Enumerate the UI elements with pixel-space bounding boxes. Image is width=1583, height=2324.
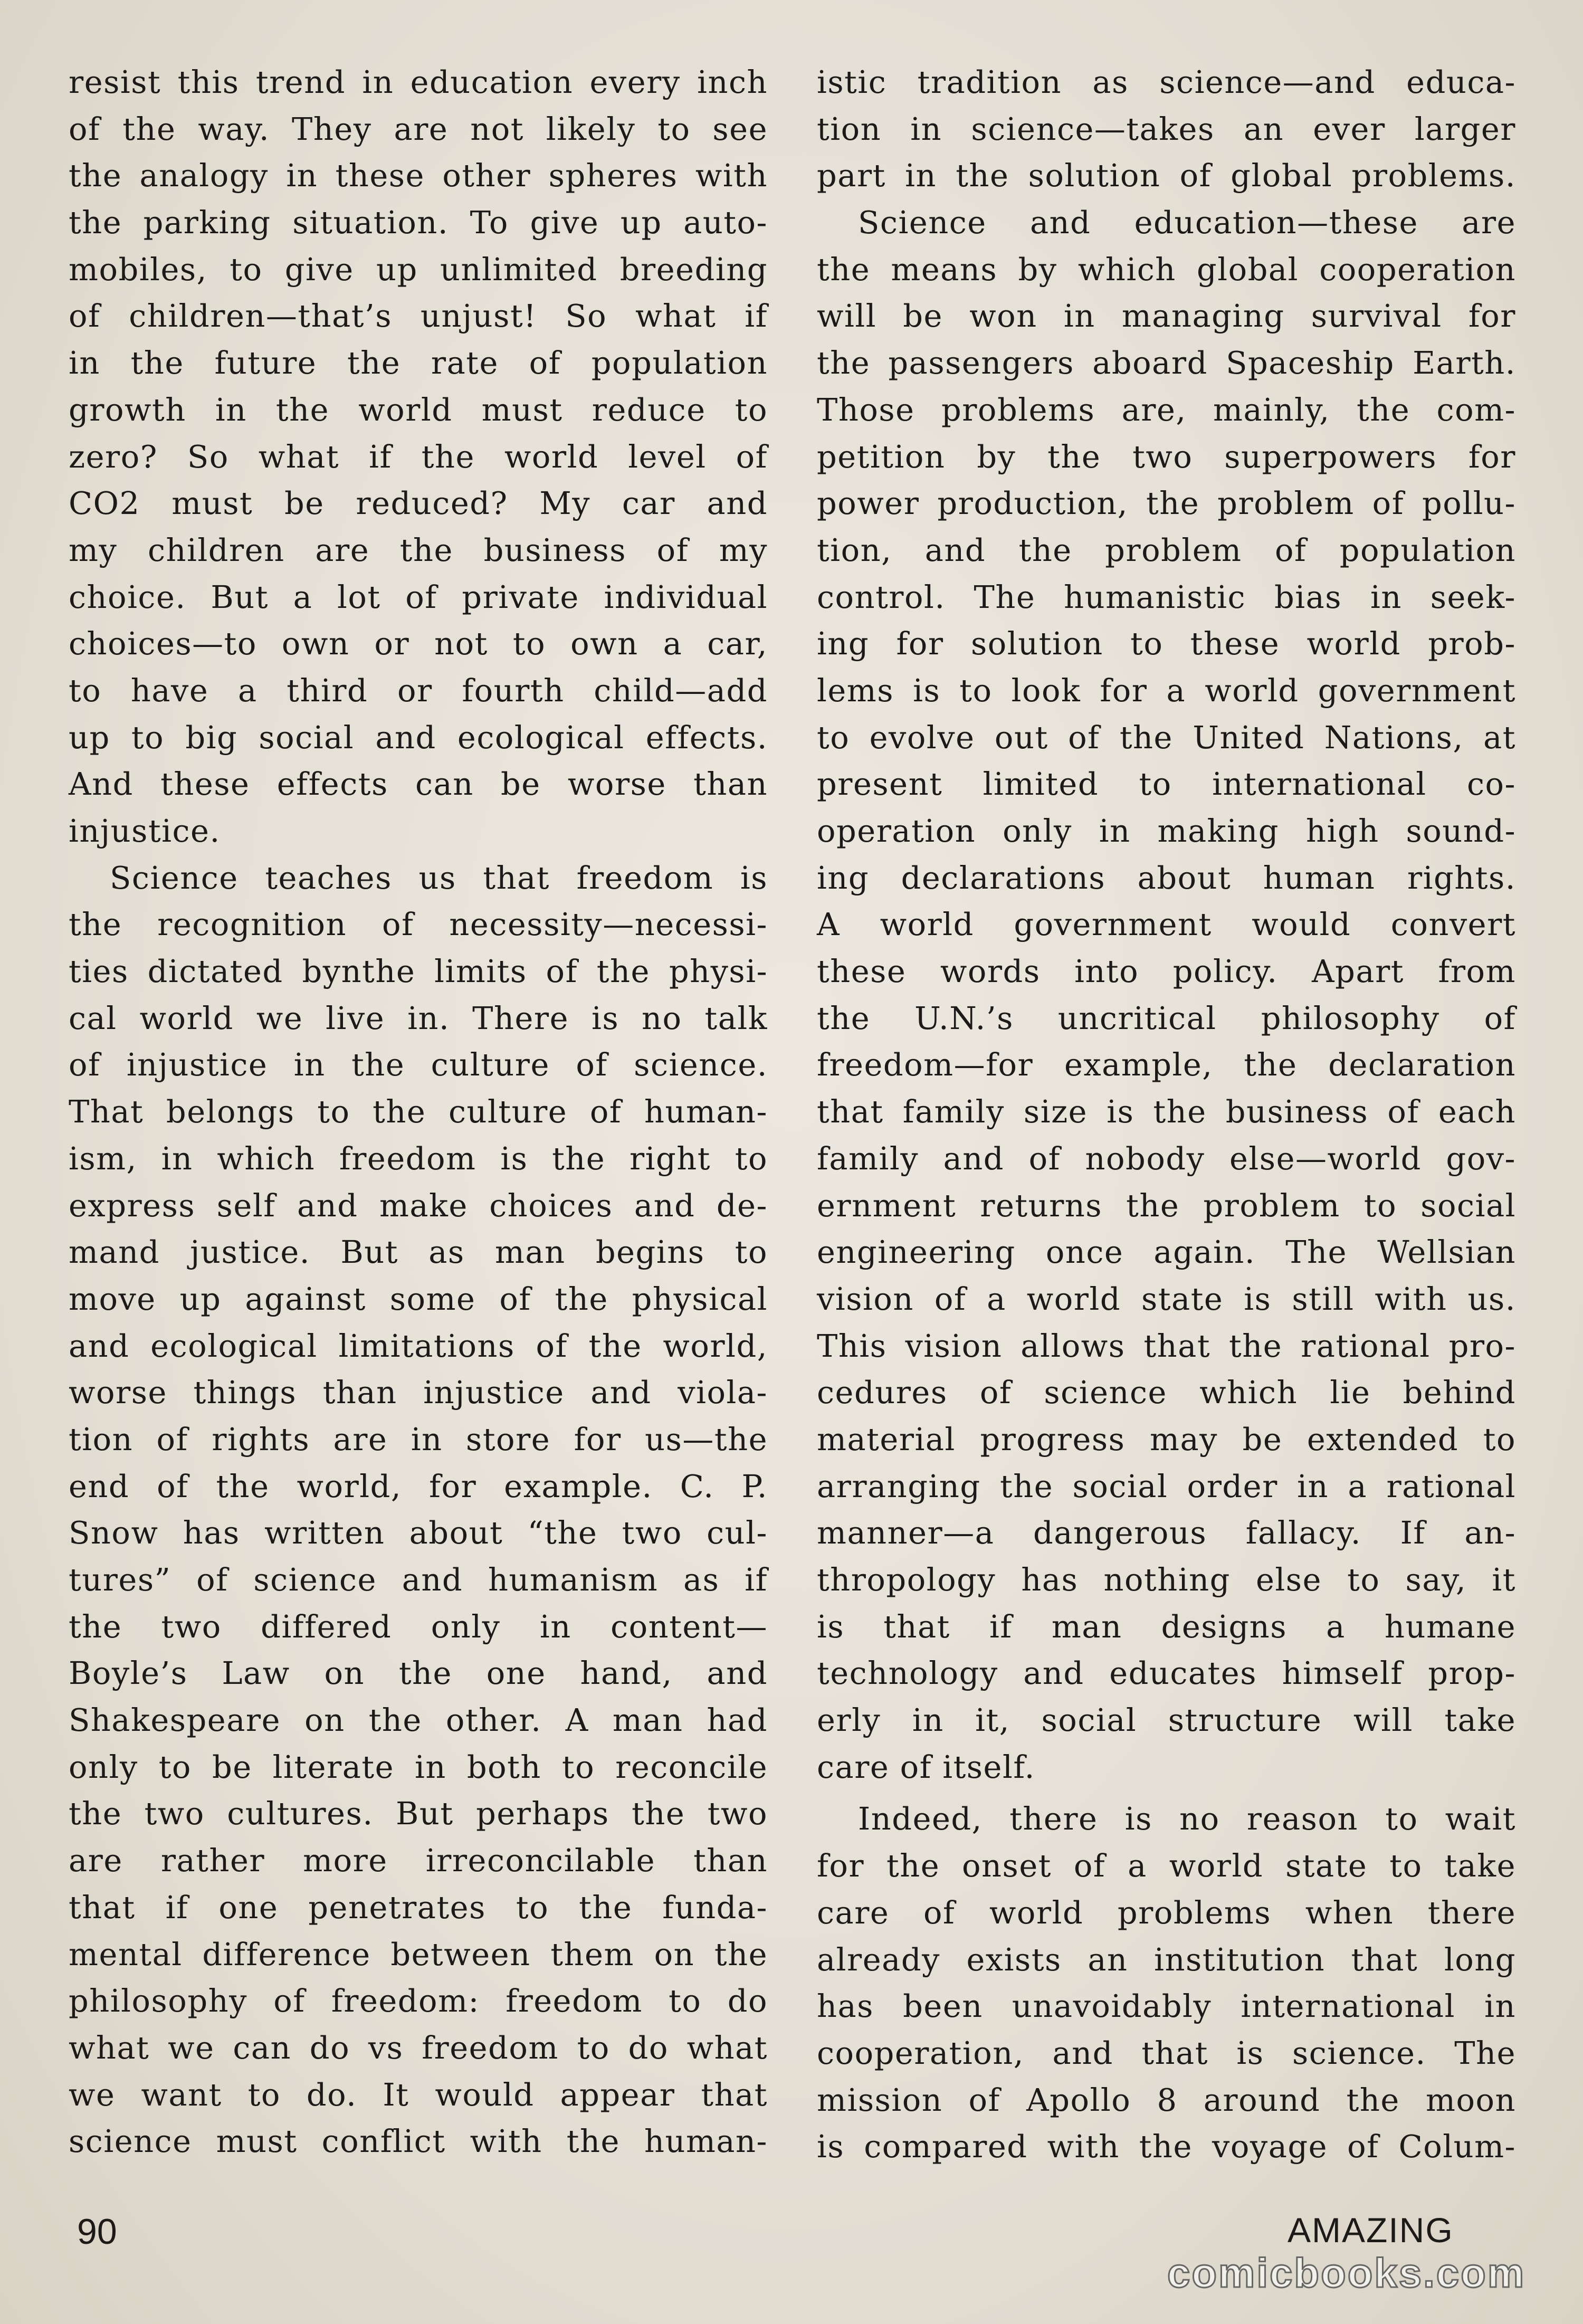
text-line: choice. But a lot of private individual (69, 578, 768, 615)
text-line: cooperation, and that is science. The (817, 2034, 1516, 2071)
text-line: is that if man designs a humane (817, 1608, 1516, 1645)
text-line: of children—that’s unjust! So what if (69, 298, 768, 335)
text-line: Science and education—these are (858, 204, 1516, 241)
text-line: of injustice in the culture of science. (69, 1046, 768, 1083)
text-line: zero? So what if the world level of (69, 438, 768, 475)
text-line: technology and educates himself prop- (817, 1655, 1516, 1692)
text-line: has been unavoidably international in (817, 1988, 1516, 2025)
text-line: will be won in managing survival for (817, 298, 1516, 335)
text-line: growth in the world must reduce to (69, 391, 768, 428)
text-line: lems is to look for a world government (817, 672, 1516, 709)
text-line: istic tradition as science—and educa- (817, 64, 1516, 100)
text-line: material progress may be extended to (817, 1421, 1516, 1458)
text-line: Shakespeare on the other. A man had (69, 1702, 768, 1739)
text-line: Those problems are, mainly, the com- (817, 391, 1516, 428)
text-line: erly in it, social structure will take (817, 1702, 1516, 1739)
text-line: mission of Apollo 8 around the moon (817, 2081, 1516, 2118)
text-line: power production, the problem of pollu- (817, 485, 1516, 522)
watermark: comicbooks.com (1167, 2250, 1526, 2296)
text-line: Indeed, there is no reason to wait (858, 1801, 1516, 1837)
text-line: what we can do vs freedom to do what (69, 2029, 768, 2066)
text-line: and ecological limitations of the world, (69, 1327, 768, 1364)
text-line: ernment returns the problem to social (817, 1187, 1516, 1224)
text-line: petition by the two superpowers for (817, 438, 1516, 475)
text-line: the two cultures. But perhaps the two (69, 1795, 768, 1832)
running-head: AMAZING (1288, 2211, 1454, 2250)
text-line: And these effects can be worse than (69, 766, 768, 803)
text-line: ism, in which freedom is the right to (69, 1140, 768, 1177)
text-line: tion, and the problem of population (817, 531, 1516, 568)
text-line: the passengers aboard Spaceship Earth. (817, 345, 1516, 382)
text-line: the parking situation. To give up auto- (69, 204, 768, 241)
text-line: choices—to own or not to own a car, (69, 625, 768, 662)
text-line: move up against some of the physical (69, 1280, 768, 1317)
text-line: mental difference between them on the (69, 1936, 768, 1973)
text-line: present limited to international co- (817, 766, 1516, 803)
text-line: part in the solution of global problems. (817, 157, 1516, 194)
text-line: ing declarations about human rights. (817, 859, 1516, 896)
text-line: my children are the business of my (69, 531, 768, 568)
text-line: That belongs to the culture of human- (69, 1093, 768, 1130)
text-line: end of the world, for example. C. P. (69, 1468, 768, 1504)
text-line: philosophy of freedom: freedom to do (69, 1983, 768, 2020)
text-line: tion in science—takes an ever larger (817, 110, 1516, 147)
text-line: mand justice. But as man begins to (69, 1234, 768, 1271)
text-line: cedures of science which lie behind (817, 1374, 1516, 1411)
text-line: tion of rights are in store for us—the (69, 1421, 768, 1458)
text-line: only to be literate in both to reconcile (69, 1748, 768, 1785)
text-line: that if one penetrates to the funda- (69, 1889, 768, 1926)
text-line: engineering once again. The Wellsian (817, 1234, 1516, 1271)
text-line: tures” of science and humanism as if (69, 1561, 768, 1598)
text-line: CO2 must be reduced? My car and (69, 485, 768, 522)
text-line: operation only in making high sound- (817, 813, 1516, 849)
text-line: to evolve out of the United Nations, at (817, 719, 1516, 756)
text-line: family and of nobody else—world gov- (817, 1140, 1516, 1177)
text-line: the U.N.’s uncritical philosophy of (817, 999, 1516, 1036)
text-line: to have a third or fourth child—add (69, 672, 768, 709)
text-line: for the onset of a world state to take (817, 1847, 1516, 1884)
text-line: already exists an institution that long (817, 1941, 1516, 1978)
text-column-right (817, 59, 1516, 2170)
text-line: of the way. They are not likely to see (69, 110, 768, 147)
text-line: in the future the rate of population (69, 345, 768, 382)
text-line: these words into policy. Apart from (817, 953, 1516, 990)
text-column-left (69, 59, 768, 2165)
text-line: up to big social and ecological effects. (69, 719, 768, 756)
text-line: control. The humanistic bias in seek- (817, 578, 1516, 615)
text-line: Science teaches us that freedom is (110, 859, 768, 896)
text-line: cal world we live in. There is no talk (69, 999, 768, 1036)
text-line: Snow has written about “the two cul- (69, 1515, 768, 1551)
text-line: A world government would convert (817, 906, 1516, 943)
text-line: ties dictated bynthe limits of the physi- (69, 953, 768, 990)
text-line: This vision allows that the rational pro- (817, 1327, 1516, 1364)
text-line: that family size is the business of each (817, 1093, 1516, 1130)
text-line: care of world problems when there (817, 1894, 1516, 1931)
text-line: the two differed only in content— (69, 1608, 768, 1645)
text-line: manner—a dangerous fallacy. If an- (817, 1515, 1516, 1551)
text-line: we want to do. It would appear that (69, 2076, 768, 2113)
text-line: Boyle’s Law on the one hand, and (69, 1655, 768, 1692)
text-line: vision of a world state is still with us. (817, 1280, 1516, 1317)
text-line: thropology has nothing else to say, it (817, 1561, 1516, 1598)
text-line: freedom—for example, the declaration (817, 1046, 1516, 1083)
text-line: the analogy in these other spheres with (69, 157, 768, 194)
text-line: science must conflict with the human- (69, 2123, 768, 2160)
text-line: the recognition of necessity—necessi- (69, 906, 768, 943)
text-line: are rather more irreconcilable than (69, 1842, 768, 1879)
text-line: worse things than injustice and viola- (69, 1374, 768, 1411)
text-line: express self and make choices and de- (69, 1187, 768, 1224)
text-line: mobiles, to give up unlimited breeding (69, 251, 768, 288)
text-line: care of itself. (817, 1748, 1035, 1785)
text-line: arranging the social order in a rational (817, 1468, 1516, 1504)
text-line: the means by which global cooperation (817, 251, 1516, 288)
text-line: ing for solution to these world prob- (817, 625, 1516, 662)
text-line: resist this trend in education every inch (69, 64, 768, 100)
text-line: is compared with the voyage of Colum- (817, 2128, 1516, 2165)
text-line: injustice. (69, 813, 221, 849)
page-number: 90 (77, 2212, 117, 2252)
